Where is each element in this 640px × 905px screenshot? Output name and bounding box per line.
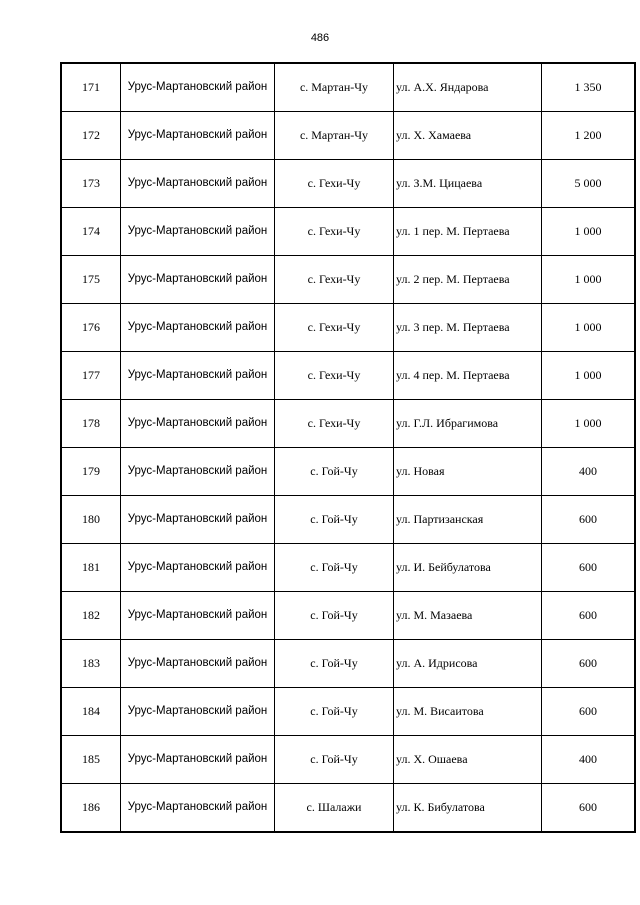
table-row [61,448,635,496]
village-cell: с. Гехи-Чу [275,208,394,256]
street-cell: ул. А. Идрисова [394,640,542,688]
row-number-cell: 177 [61,352,121,400]
amount-cell: 5 000 [542,160,636,208]
row-number-cell: 175 [61,256,121,304]
amount-cell: 600 [542,784,636,833]
table-row [61,160,635,208]
district-cell: Урус-Мартановский район [121,592,275,640]
street-cell: ул. 2 пер. М. Пертаева [394,256,542,304]
table-body [61,63,635,832]
amount-cell: 600 [542,544,636,592]
row-number-cell: 181 [61,544,121,592]
amount-cell: 1 200 [542,112,636,160]
row-number-cell: 179 [61,448,121,496]
amount-cell: 400 [542,448,636,496]
district-cell: Урус-Мартановский район [121,736,275,784]
table-row [61,256,635,304]
row-number-cell: 184 [61,688,121,736]
amount-cell: 400 [542,736,636,784]
amount-cell: 1 000 [542,304,636,352]
row-number-cell: 171 [61,63,121,112]
street-cell: ул. Новая [394,448,542,496]
row-number-cell: 185 [61,736,121,784]
row-number-cell: 174 [61,208,121,256]
table-row [61,640,635,688]
amount-cell: 600 [542,592,636,640]
street-cell: ул. А.Х. Яндарова [394,63,542,112]
district-cell: Урус-Мартановский район [121,448,275,496]
village-cell: с. Шалажи [275,784,394,833]
district-cell: Урус-Мартановский район [121,496,275,544]
village-cell: с. Гой-Чу [275,592,394,640]
street-cell: ул. 3 пер. М. Пертаева [394,304,542,352]
district-cell: Урус-Мартановский район [121,640,275,688]
amount-cell: 600 [542,496,636,544]
row-number-cell: 180 [61,496,121,544]
village-cell: с. Гой-Чу [275,448,394,496]
table-row [61,736,635,784]
village-cell: с. Гехи-Чу [275,160,394,208]
amount-cell: 1 000 [542,256,636,304]
amount-cell: 1 350 [542,63,636,112]
village-cell: с. Гехи-Чу [275,400,394,448]
row-number-cell: 176 [61,304,121,352]
table-row [61,592,635,640]
row-number-cell: 172 [61,112,121,160]
row-number-cell: 183 [61,640,121,688]
table-row [61,496,635,544]
amount-cell: 1 000 [542,400,636,448]
row-number-cell: 182 [61,592,121,640]
table-row [61,208,635,256]
district-cell: Урус-Мартановский район [121,112,275,160]
village-cell: с. Гой-Чу [275,640,394,688]
street-cell: ул. Х. Хамаева [394,112,542,160]
row-number-cell: 186 [61,784,121,833]
table-row [61,688,635,736]
amount-cell: 600 [542,640,636,688]
amount-cell: 600 [542,688,636,736]
street-cell: ул. 4 пер. М. Пертаева [394,352,542,400]
row-number-cell: 173 [61,160,121,208]
district-cell: Урус-Мартановский район [121,63,275,112]
district-cell: Урус-Мартановский район [121,208,275,256]
table-row [61,352,635,400]
page-number: 486 [310,32,330,44]
table-row [61,304,635,352]
street-cell: ул. И. Бейбулатова [394,544,542,592]
row-number-cell: 178 [61,400,121,448]
street-cell: ул. З.М. Цицаева [394,160,542,208]
village-cell: с. Гехи-Чу [275,256,394,304]
district-cell: Урус-Мартановский район [121,688,275,736]
street-cell: ул. М. Висаитова [394,688,542,736]
table-row [61,784,635,833]
village-cell: с. Мартан-Чу [275,63,394,112]
village-cell: с. Гой-Чу [275,544,394,592]
district-cell: Урус-Мартановский район [121,352,275,400]
village-cell: с. Мартан-Чу [275,112,394,160]
village-cell: с. Гехи-Чу [275,304,394,352]
street-cell: ул. Х. Ошаева [394,736,542,784]
table-row [61,63,635,112]
village-cell: с. Гой-Чу [275,496,394,544]
street-cell: ул. 1 пер. М. Пертаева [394,208,542,256]
street-cell: ул. Партизанская [394,496,542,544]
table-row [61,112,635,160]
street-cell: ул. М. Мазаева [394,592,542,640]
street-cell: ул. Г.Л. Ибрагимова [394,400,542,448]
village-cell: с. Гой-Чу [275,736,394,784]
district-cell: Урус-Мартановский район [121,304,275,352]
village-cell: с. Гой-Чу [275,688,394,736]
amount-cell: 1 000 [542,208,636,256]
document-table [60,62,636,833]
district-cell: Урус-Мартановский район [121,160,275,208]
amount-cell: 1 000 [542,352,636,400]
table-row [61,544,635,592]
village-cell: с. Гехи-Чу [275,352,394,400]
district-cell: Урус-Мартановский район [121,256,275,304]
district-cell: Урус-Мартановский район [121,784,275,833]
district-cell: Урус-Мартановский район [121,400,275,448]
table-row [61,400,635,448]
district-cell: Урус-Мартановский район [121,544,275,592]
street-cell: ул. К. Бибулатова [394,784,542,833]
